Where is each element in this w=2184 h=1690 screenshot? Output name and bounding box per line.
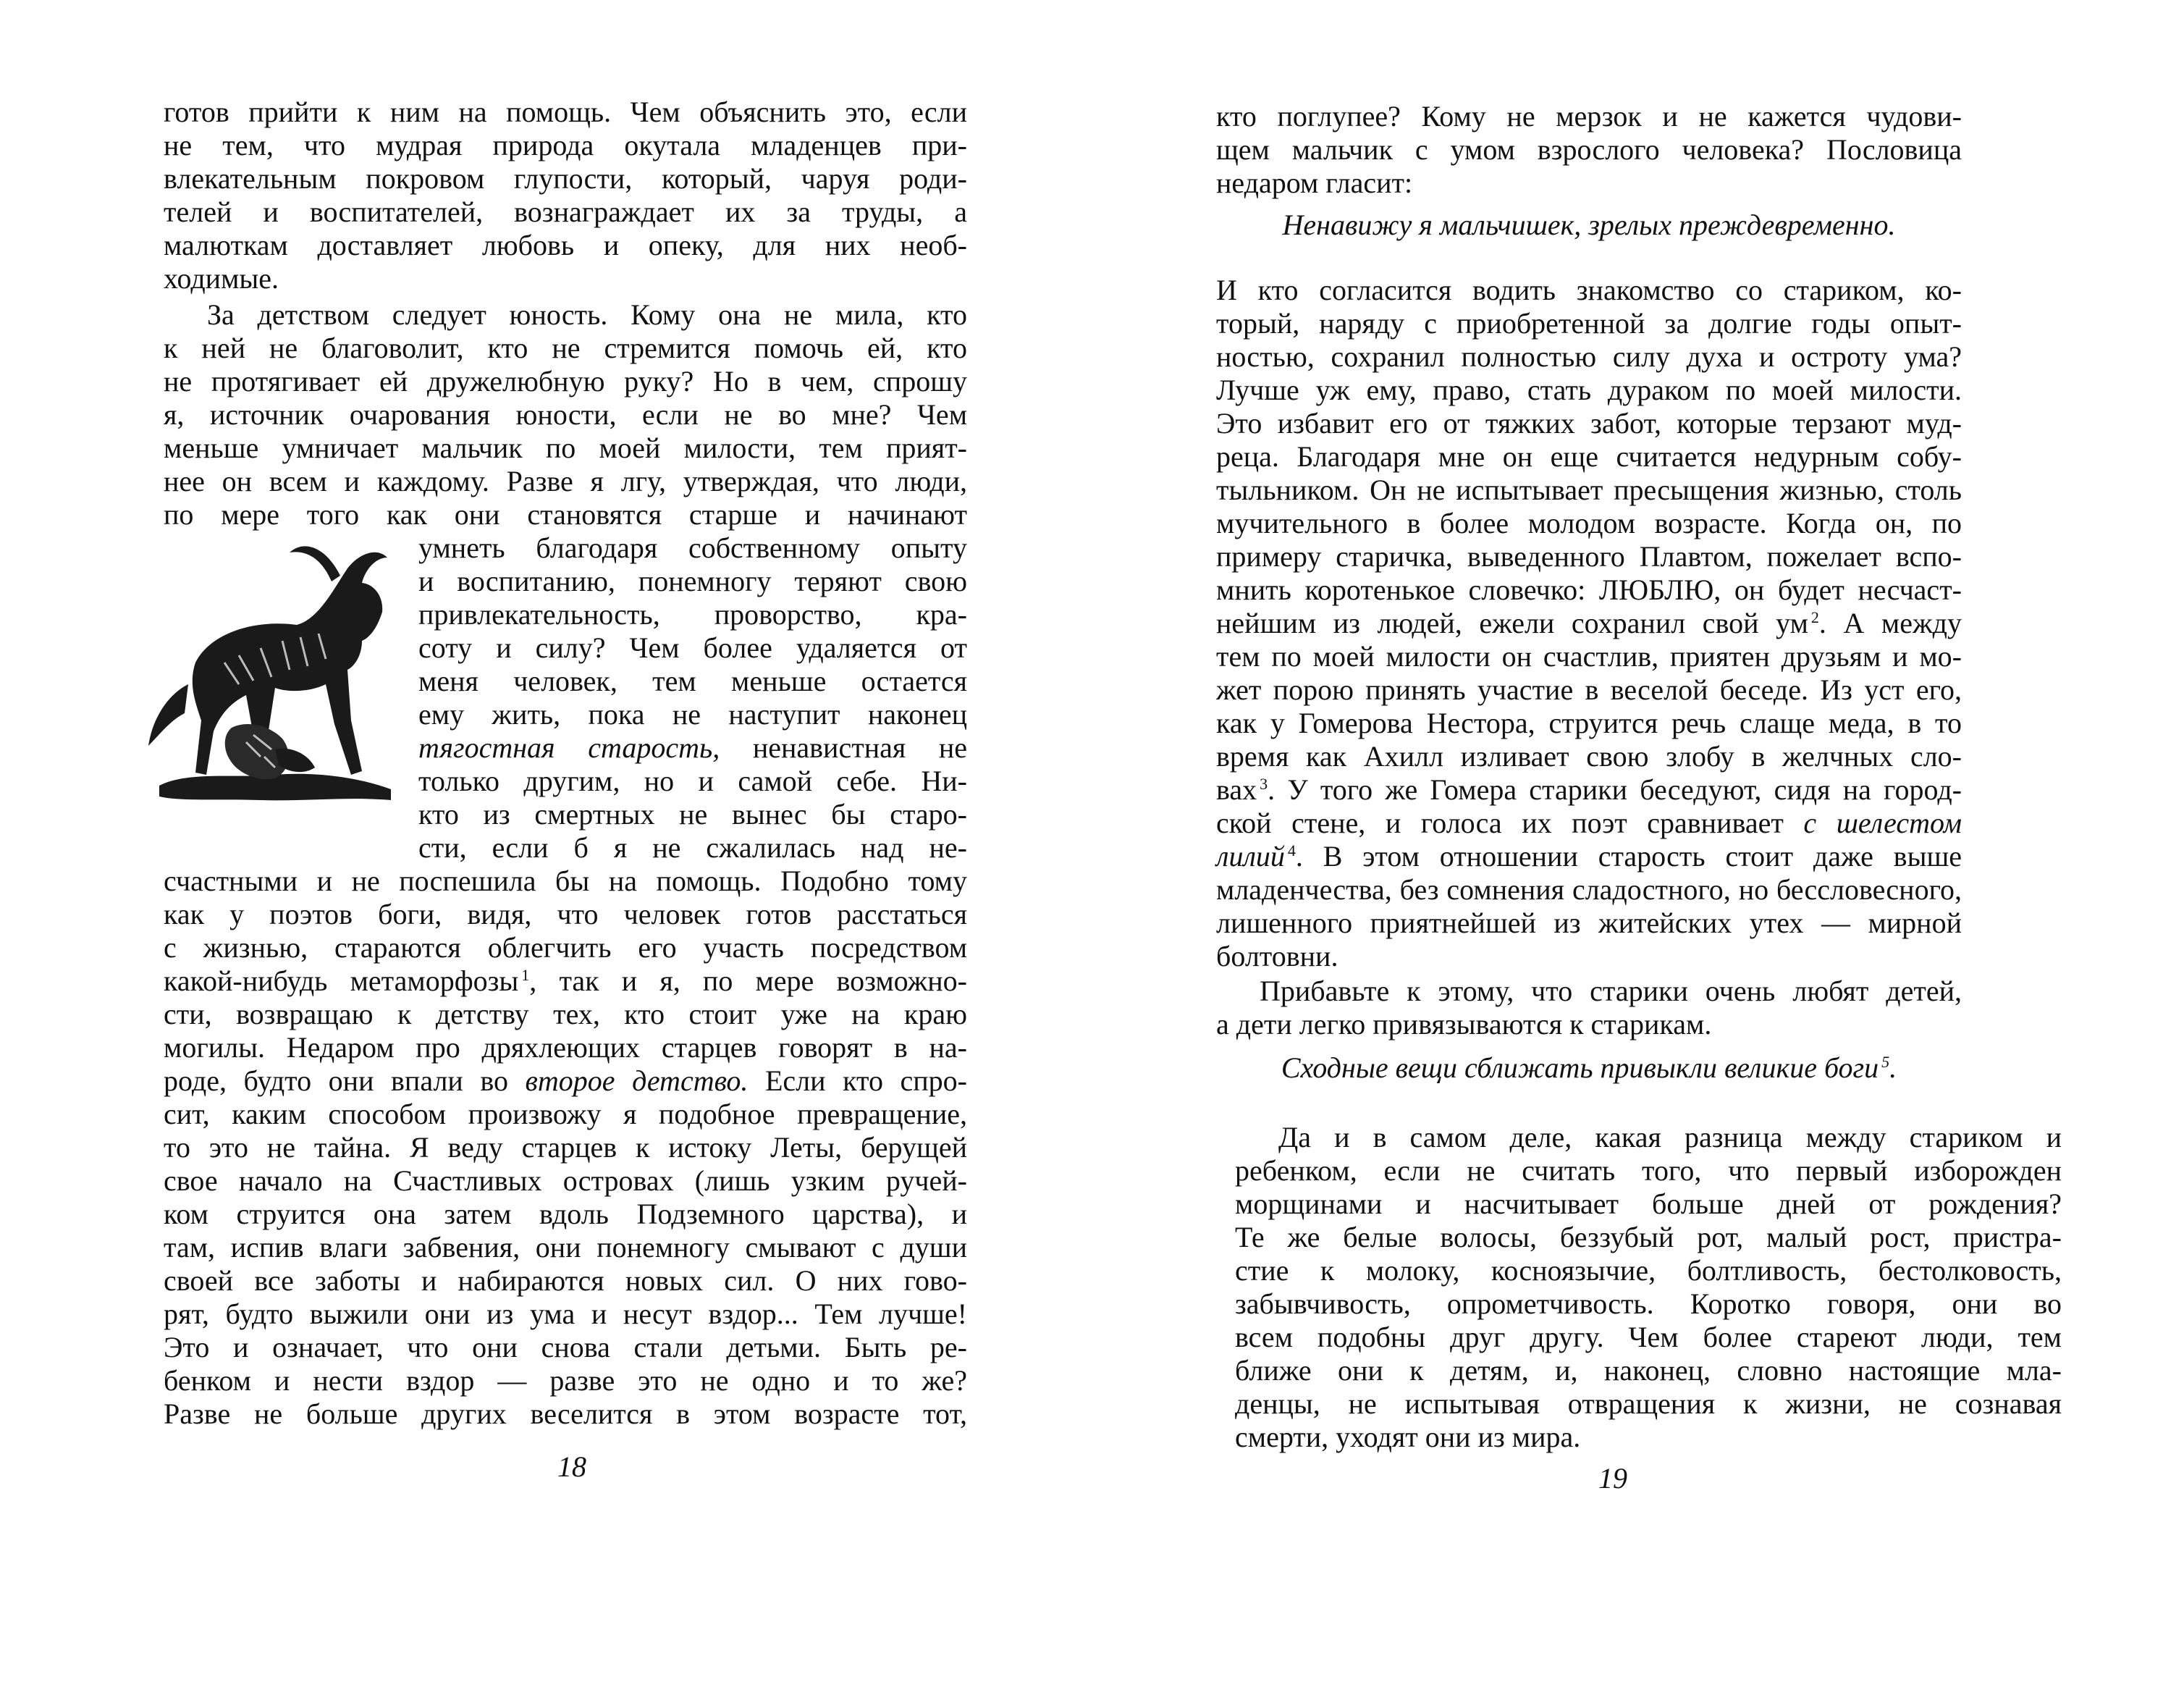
text-line: морщинами и насчитывает больше дней от рождения?	[1235, 1187, 2062, 1220]
text-line: тем по моей милости он счастлив, приятен друзьям и мо-	[1216, 640, 1962, 673]
text-line: телей и воспитателей, вознаграждает их за труды, а	[164, 196, 967, 228]
text-line: Лучше уж ему, право, стать дураком по моей милости.	[1216, 374, 1962, 406]
footnote-marker: 3	[1260, 775, 1268, 793]
text-fragment: .	[1889, 1051, 1897, 1084]
text-line: как у Гомерова Нестора, струится речь слаще меда, в то	[1216, 707, 1962, 739]
text-line: жет порою принять участие в веселой беседе. Из уст его,	[1216, 673, 1962, 706]
text-line: привлекательность, проворство, кра-	[418, 598, 967, 631]
text-line: а дети легко привязываются к старикам.	[1216, 1008, 1712, 1041]
text-line: ближе они к детям, и, наконец, словно настоящие мла-	[1235, 1354, 2062, 1387]
text-line: забывчивость, опрометчивость. Коротко говоря, они во	[1235, 1287, 2062, 1320]
text-line: нее он всем и каждому. Разве я лгу, утверждая, что люди,	[164, 465, 967, 497]
text-line: ком струится она затем вдоль Подземного царства), и	[164, 1198, 967, 1230]
text-line	[1216, 807, 1962, 840]
text-fragment: Сходные вещи сближать привыкли великие боги	[1281, 1051, 1879, 1084]
text-line: не тем, что мудрая природа окутала младенцев при-	[164, 129, 967, 161]
text-line: своей все заботы и набираются новых сил. О них гово-	[164, 1264, 967, 1297]
italic-phrase: с шелестом	[1803, 807, 1962, 839]
text-line: тыльником. Он не испытывает пресыщения жизнью, столь	[1216, 474, 1962, 506]
text-line: За детством следует юность. Кому она не мила, кто	[207, 298, 967, 331]
text-line: мнить коротенькое словечко: ЛЮБЛЮ, он будет несчаст-	[1216, 573, 1962, 606]
text-line: денцы, не испытывая отвращения к жизни, не сознавая	[1235, 1387, 2062, 1420]
text-fragment: нейшим из людей, ежели сохранил свой ум	[1216, 607, 1808, 639]
text-line: соту и силу? Чем более удаляется от	[418, 631, 967, 664]
text-line: младенчества, без сомнения сладостного, но бессловесного,	[1216, 873, 1962, 906]
text-fragment: . А между	[1818, 607, 1962, 639]
text-line: всем подобны друг другу. Чем более стареют люди, тем	[1235, 1321, 2062, 1353]
right-page	[1092, 0, 2184, 1690]
text-line: меня человек, тем меньше остается	[418, 665, 967, 697]
text-line: ему жить, пока не наступит наконец	[418, 698, 967, 731]
page-number: 18	[557, 1450, 586, 1483]
text-line: недаром гласит:	[1216, 167, 1413, 199]
text-line	[164, 1064, 967, 1098]
text-line: сти, возвращаю к детству тех, кто стоит уже на краю	[164, 998, 967, 1030]
text-line: меньше умничает мальчик по моей милости, тем прият-	[164, 432, 967, 464]
text-line: счастными и не поспешила бы на помощь. Подобно тому	[164, 865, 967, 897]
text-fragment: вах	[1216, 773, 1257, 806]
text-line: как у поэтов боги, видя, что человек готов расстаться	[164, 898, 967, 930]
text-line: умнеть благодаря собственному опыту	[418, 531, 967, 564]
text-line: бенком и нести вздор — разве это не одно и то же?	[164, 1364, 967, 1397]
text-line: сит, каким способом произвожу я подобное превращение,	[164, 1098, 967, 1130]
text-line: Разве не больше других веселится в этом возрасте тот,	[164, 1397, 967, 1430]
text-line: ностью, сохранил полностью силу духа и остроту ума?	[1216, 340, 1962, 373]
text-line: сти, если б я не сжалилась над не-	[418, 831, 967, 864]
text-line: Это избавит его от тяжких забот, которые терзают муд-	[1216, 407, 1962, 440]
text-line: мучительного в более молодом возрасте. Когда он, по	[1216, 507, 1962, 539]
text-line: торый, наряду с приобретенной за долгие годы опыт-	[1216, 307, 1962, 340]
text-line: лишенного приятнейшей из житейских утех — мирной	[1216, 907, 1962, 939]
text-line	[1216, 607, 1962, 640]
footnote-marker: 4	[1287, 841, 1296, 859]
text-line: болтовни.	[1216, 940, 1338, 972]
text-line: влекательным покровом глупости, который, чаруя роди-	[164, 162, 967, 195]
text-line: не протягивает ей дружелюбную руку? Но в чем, спрошу	[164, 365, 967, 398]
text-line: готов прийти к ним на помощь. Чем объяснить это, если	[164, 96, 967, 128]
text-line: я, источник очарования юности, если не во мне? Чем	[164, 398, 967, 431]
text-line: реца. Благодаря мне он еще считается недурным собу-	[1216, 440, 1962, 473]
text-line: только другим, но и самой себе. Ни-	[418, 765, 967, 797]
text-line: Это и означает, что они снова стали детьми. Быть ре-	[164, 1331, 967, 1363]
text-line: к ней не благоволит, кто не стремится помочь ей, кто	[164, 332, 967, 364]
text-line: кто из смертных не вынес бы старо-	[418, 798, 967, 831]
text-line: ребенком, если не считать того, что первый изборожден	[1235, 1154, 2062, 1187]
verse-quote	[1216, 1051, 1962, 1085]
text-line: ходимые.	[164, 262, 279, 295]
text-line: там, испив влаги забвения, они понемногу смывают с души	[164, 1231, 967, 1264]
text-line: время как Ахилл изливает свою злобу в желчных сло-	[1216, 740, 1962, 773]
text-line: по мере того как они становятся старше и начинают	[164, 498, 967, 531]
text-line: И кто согласится водить знакомство со стариком, ко-	[1216, 274, 1962, 306]
footnote-marker: 5	[1881, 1053, 1890, 1071]
text-line: смерти, уходят они из мира.	[1235, 1421, 1581, 1453]
italic-phrase: тягостная старость,	[418, 731, 720, 764]
text-fragment: какой-нибудь метаморфозы	[164, 964, 519, 997]
verse-quote: Ненавижу я мальчишек, зрелых преждевременно.	[1282, 209, 1896, 241]
text-line: Прибавьте к этому, что старики очень любят детей,	[1260, 975, 1962, 1007]
text-line: стие к молоку, косноязычие, болтливость, бестолковость,	[1235, 1254, 2062, 1287]
text-line: примеру старичка, выведенного Плавтом, пожелает вспо-	[1216, 540, 1962, 573]
text-fragment: Если кто спро-	[764, 1064, 967, 1097]
text-fragment: . У того же Гомера старики беседуют, сидя на город-	[1268, 773, 1962, 806]
text-fragment: ской стене, и голоса их поэт сравнивает	[1216, 807, 1784, 839]
goat-illustration	[145, 539, 405, 811]
text-line: могилы. Недаром про дряхлеющих старцев говорят в на-	[164, 1031, 967, 1064]
text-line	[1216, 840, 1962, 873]
text-fragment: . В этом отношении старость стоит даже выше	[1295, 840, 1962, 873]
page-number: 19	[1598, 1462, 1627, 1494]
text-line: Те же белые волосы, беззубый рот, малый рост, пристра-	[1235, 1221, 2062, 1253]
text-line: с жизнью, стараются облегчить его участь посредством	[164, 931, 967, 964]
text-line: щем мальчик с умом взрослого человека? Пословица	[1216, 133, 1962, 166]
text-line: рят, будто выжили они из ума и несут вздор... Тем лучше!	[164, 1298, 967, 1330]
text-fragment: роде, будто они впали во	[164, 1064, 508, 1097]
footnote-marker: 1	[521, 966, 530, 984]
footnote-marker: 2	[1810, 608, 1819, 626]
text-line	[418, 731, 967, 765]
text-fragment: , так и я, по мере возможно-	[529, 964, 968, 997]
text-line: малюткам доставляет любовь и опеку, для них необ-	[164, 229, 967, 261]
text-line: кто поглупее? Кому не мерзок и не кажется чудови-	[1216, 100, 1962, 133]
text-fragment: ненавистная не	[752, 731, 968, 764]
text-line: свое начало на Счастливых островах (лишь узким ручей-	[164, 1164, 967, 1197]
text-line: то это не тайна. Я веду старцев к истоку Леты, берущей	[164, 1131, 967, 1164]
text-line: Да и в самом деле, какая разница между стариком и	[1278, 1121, 2062, 1153]
text-line	[1216, 773, 1962, 807]
text-line: и воспитанию, понемногу теряют свою	[418, 565, 967, 597]
italic-phrase: лилий	[1216, 840, 1285, 873]
text-line	[164, 964, 967, 998]
italic-phrase: второе детство.	[525, 1064, 749, 1097]
